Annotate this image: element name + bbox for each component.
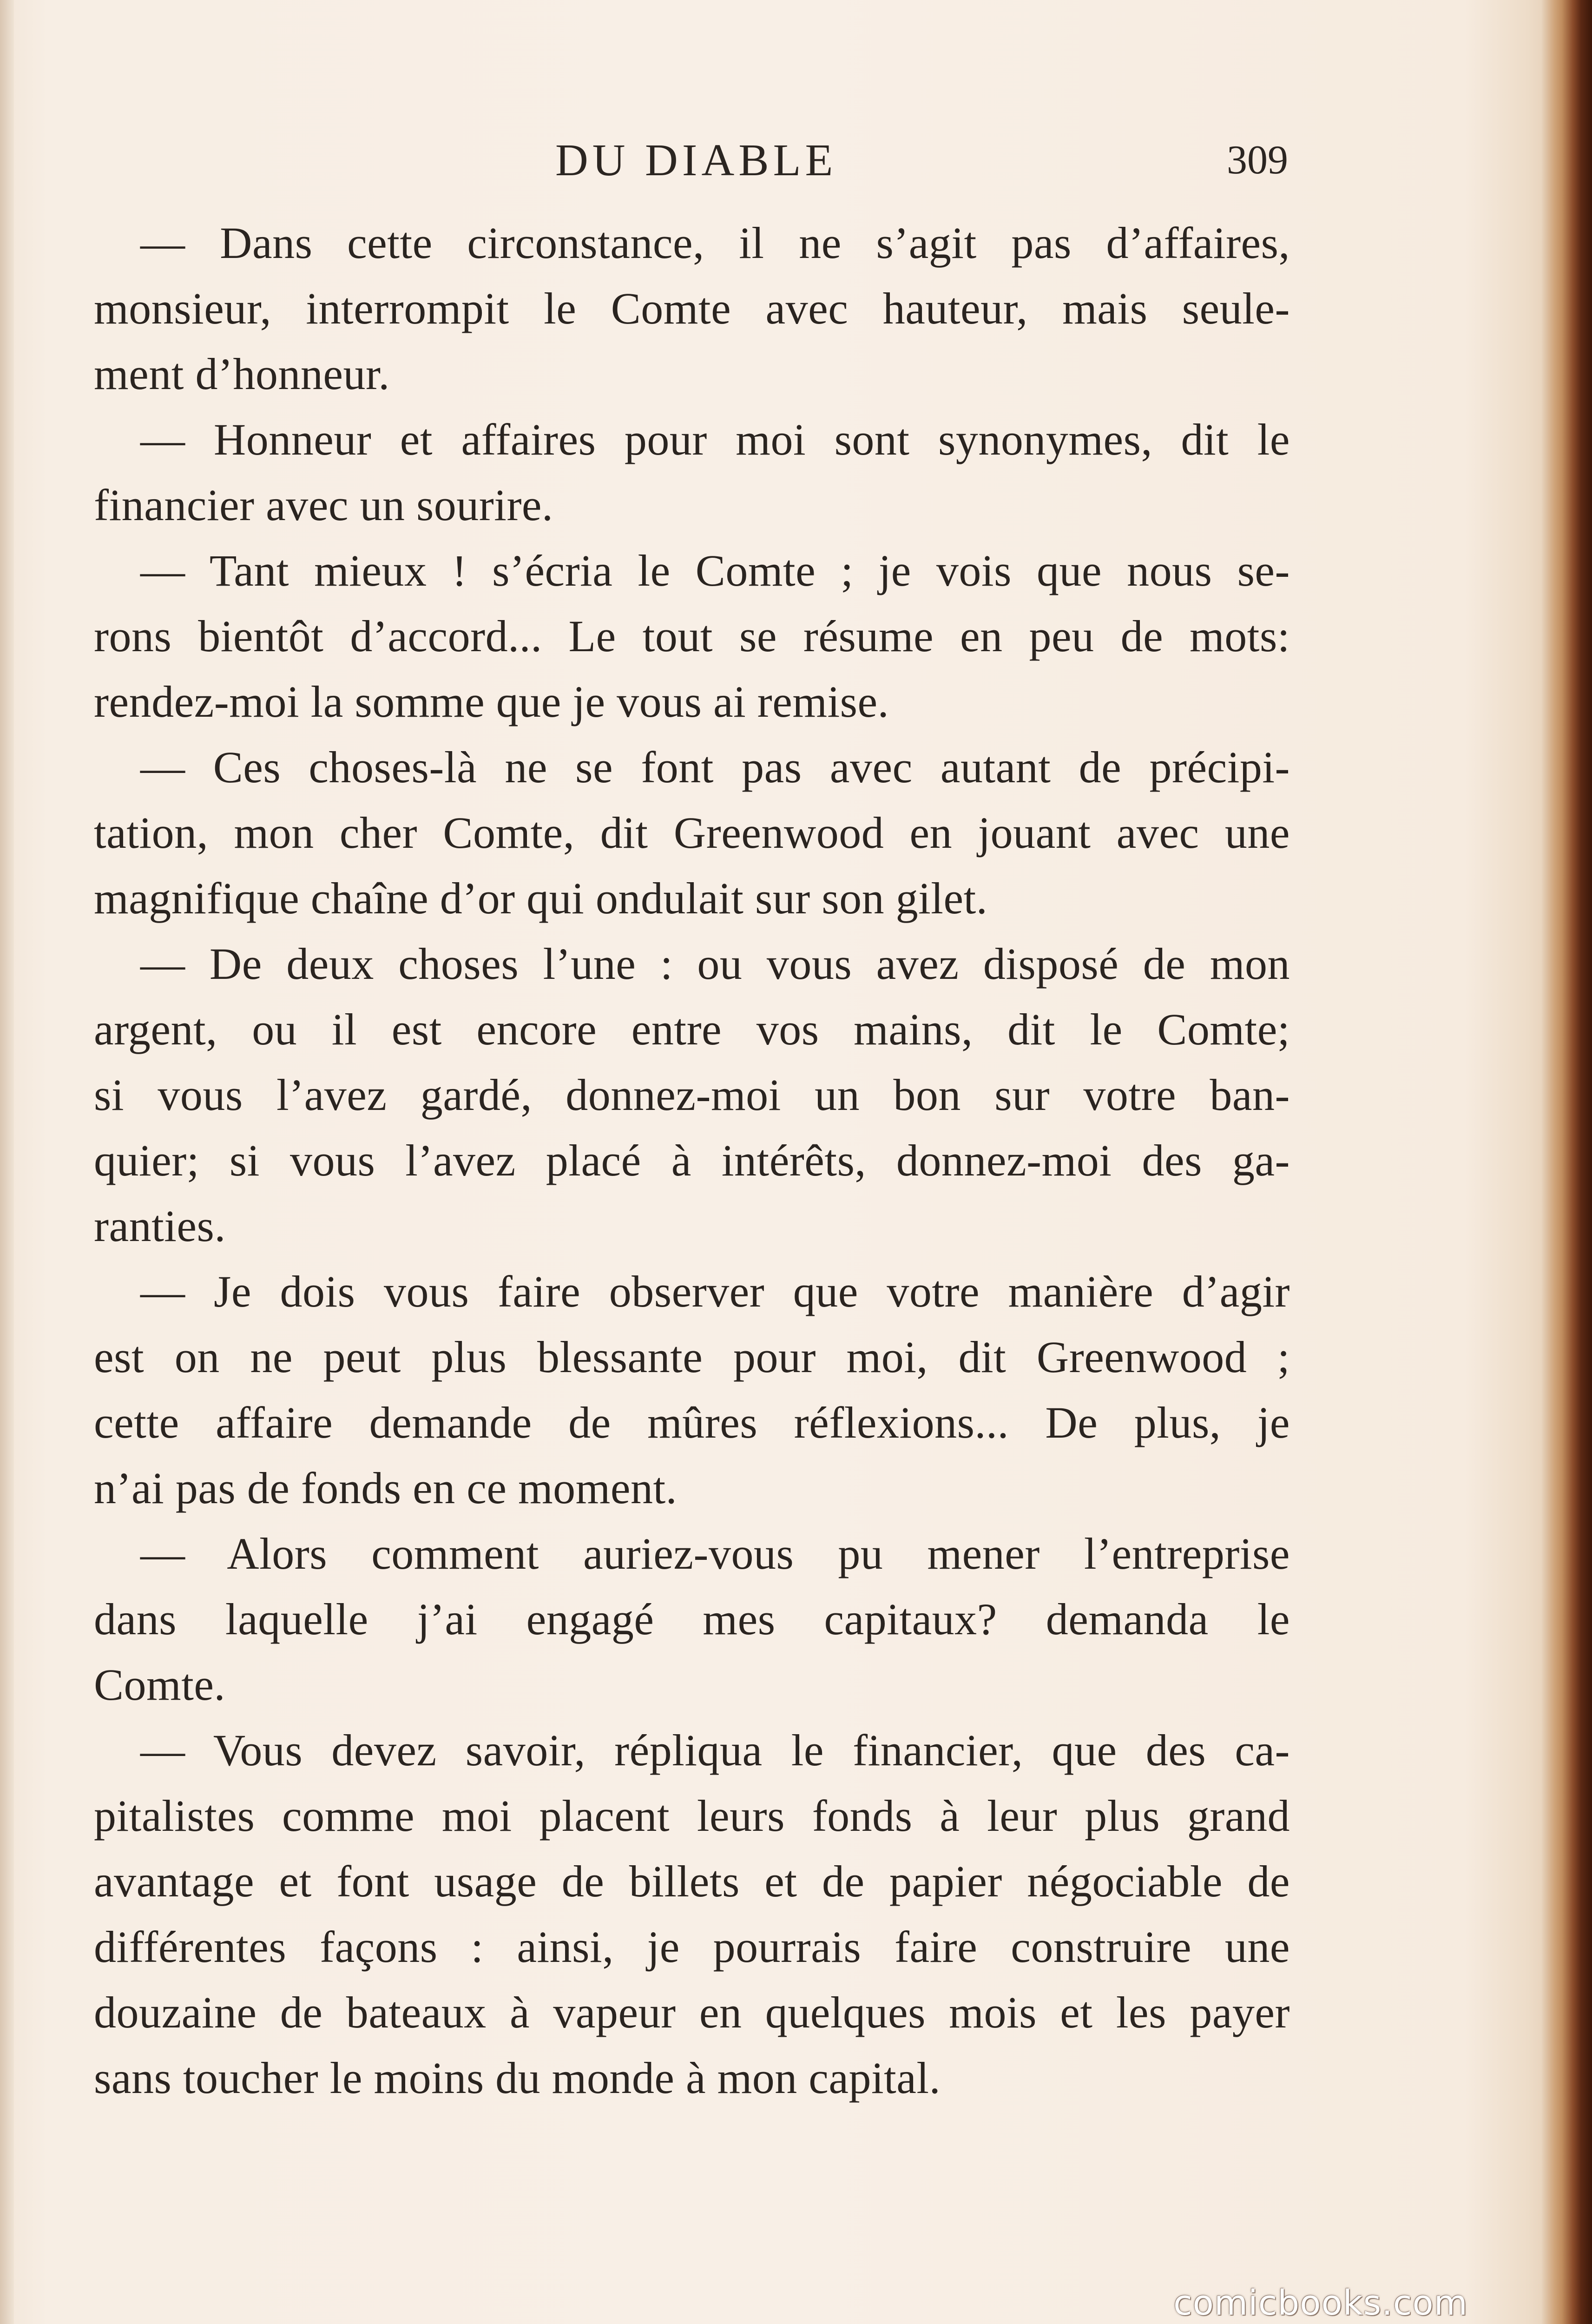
text-line: — De deux choses l’une : ou vous avez disposé de mon: [140, 939, 1290, 989]
text-line: — Je dois vous faire observer que votre manière d’agir: [140, 1267, 1290, 1316]
text-line: dans laquelle j’ai engagé mes capitaux? demanda le: [94, 1594, 1290, 1644]
text-line: avantage et font usage de billets et de papier négociable de: [94, 1856, 1290, 1906]
text-line: tation, mon cher Comte, dit Greenwood en jouant avec une: [94, 808, 1290, 858]
text-line: douzaine de bateaux à vapeur en quelques mois et les payer: [94, 1987, 1290, 2037]
text-line: — Dans cette circonstance, il ne s’agit pas d’affaires,: [140, 218, 1290, 268]
text-line: ranties.: [94, 1201, 226, 1251]
page-number: 309: [1227, 138, 1288, 183]
running-head: [0, 135, 1592, 191]
text-line: ment d’honneur.: [94, 349, 390, 399]
text-line: quier; si vous l’avez placé à intérêts, donnez-moi des ga-: [94, 1136, 1290, 1185]
text-line: argent, ou il est encore entre vos mains, dit le Comte;: [94, 1004, 1290, 1054]
text-line: n’ai pas de fonds en ce moment.: [94, 1463, 678, 1513]
text-line: cette affaire demande de mûres réflexions... De plus, je: [94, 1398, 1290, 1447]
text-line: si vous l’avez gardé, donnez-moi un bon sur votre ban-: [94, 1070, 1290, 1120]
text-line: monsieur, interrompit le Comte avec hauteur, mais seule-: [94, 284, 1290, 333]
page-left-edge: [0, 0, 14, 2324]
text-line: Comte.: [94, 1660, 225, 1710]
text-line: — Ces choses-là ne se font pas avec autant de précipi-: [140, 742, 1290, 792]
running-head-title: DU DIABLE: [555, 135, 837, 185]
text-line: — Vous devez savoir, répliqua le financier, que des ca-: [140, 1725, 1290, 1775]
text-line: — Honneur et affaires pour moi sont synonymes, dit le: [140, 415, 1290, 464]
text-line: est on ne peut plus blessante pour moi, dit Greenwood ;: [94, 1332, 1290, 1382]
book-binding-edge: [1542, 0, 1592, 2324]
watermark: comicbooks.com: [1173, 2283, 1468, 2323]
text-line: — Alors comment auriez-vous pu mener l’entreprise: [140, 1529, 1290, 1578]
text-line: rons bientôt d’accord... Le tout se résume en peu de mots:: [94, 611, 1290, 661]
text-line: sans toucher le moins du monde à mon capital.: [94, 2053, 941, 2103]
text-line: — Tant mieux ! s’écria le Comte ; je vois que nous se-: [140, 546, 1290, 595]
text-line: financier avec un sourire.: [94, 480, 553, 530]
text-line: magnifique chaîne d’or qui ondulait sur son gilet.: [94, 873, 988, 923]
text-line: pitalistes comme moi placent leurs fonds à leur plus grand: [94, 1791, 1290, 1841]
text-line: rendez-moi la somme que je vous ai remise.: [94, 677, 889, 726]
body-text: [94, 210, 1290, 2111]
text-line: différentes façons : ainsi, je pourrais faire construire une: [94, 1922, 1290, 1972]
